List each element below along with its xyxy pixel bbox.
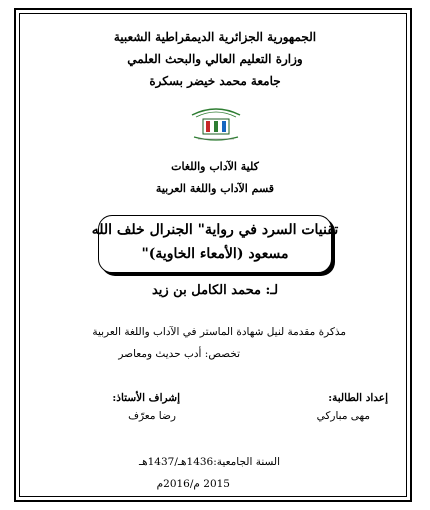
academic-year-hijri: السنة الجامعية:1436هـ/1437هـ (139, 456, 280, 468)
student-label: إعداد الطالبة: (328, 392, 388, 404)
university-logo-icon (186, 103, 246, 141)
academic-year-gregorian: 2015 م/2016م (156, 478, 230, 490)
faculty-name: كلية الآداب واللغات (171, 160, 259, 173)
thesis-purpose: مذكرة مقدمة لنيل شهادة الماستر في الآداب واللغة العربية (92, 326, 346, 338)
republic-heading: الجمهورية الجزائرية الديمقراطية الشعبية (113, 30, 317, 44)
thesis-specialty: تخصص: أدب حديث ومعاصر (118, 348, 240, 360)
thesis-title-line-2: مسعود (الأمعاء الخاوية)" (141, 246, 289, 262)
university-heading: جامعة محمد خيضر بسكرة (149, 74, 281, 88)
thesis-title-line-1: تقنيات السرد في رواية" الجنرال خلف الله (91, 222, 339, 238)
student-name: مهى مباركي (316, 410, 370, 422)
supervisor-label: إشراف الأستاذ: (112, 392, 180, 404)
ministry-heading: وزارة التعليم العالي والبحث العلمي (127, 52, 303, 66)
supervisor-name: رضا معرّف (128, 410, 176, 422)
department-name: قسم الآداب واللغة العربية (155, 182, 275, 195)
novel-author: لـ: محمد الكامل بن زيد (151, 283, 279, 298)
